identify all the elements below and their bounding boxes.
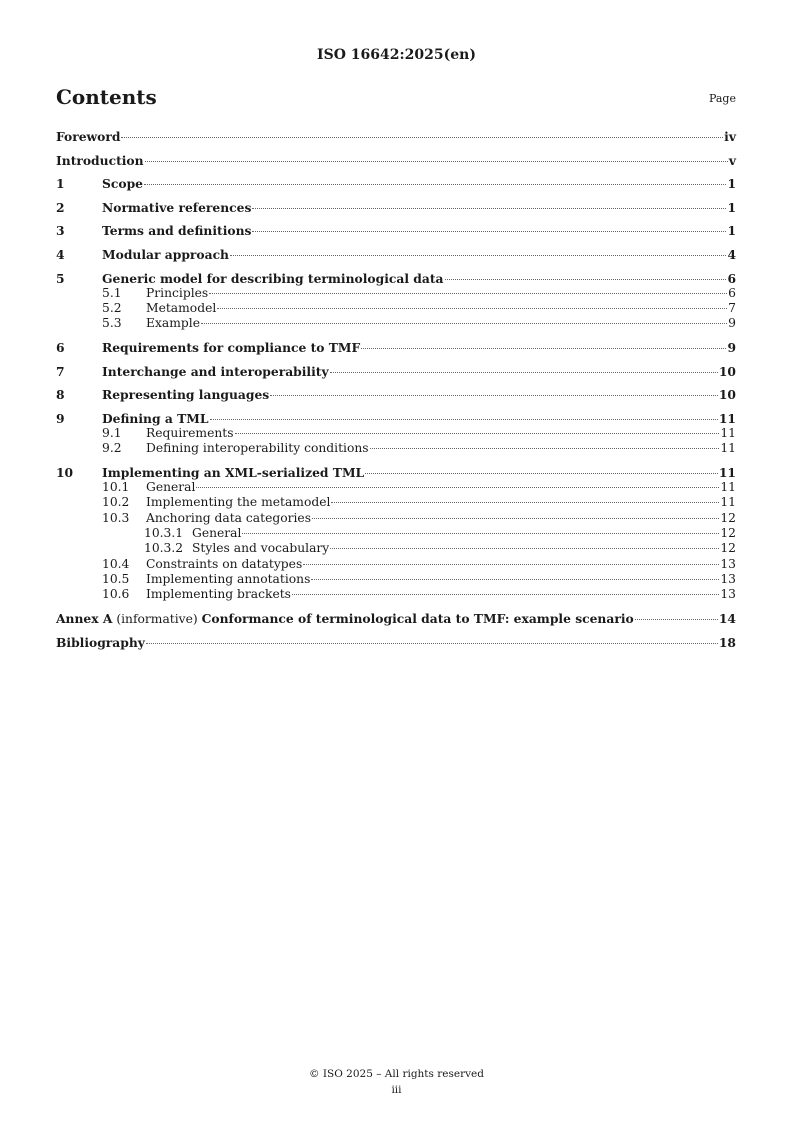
toc-entry-page: 6 — [727, 270, 736, 286]
toc-entry-page: 11 — [720, 441, 736, 456]
toc-entry-number: 7 — [56, 363, 65, 379]
toc-entry-title: Constraints on datatypes — [146, 556, 303, 571]
toc-entry-page: 12 — [720, 525, 736, 540]
dot-leader — [209, 293, 727, 294]
contents-title: Contents — [56, 85, 157, 109]
toc-entry-title: Introduction — [56, 152, 144, 168]
dot-leader — [196, 487, 719, 488]
toc-entry-page: 11 — [720, 425, 736, 440]
dot-leader — [270, 395, 718, 396]
dot-leader — [242, 533, 719, 534]
toc-entry-page: 12 — [720, 510, 736, 525]
toc-entry-number: 4 — [56, 246, 65, 262]
toc-entry[interactable] — [56, 635, 736, 650]
toc-entry[interactable] — [56, 480, 736, 495]
toc-entry[interactable] — [56, 340, 736, 355]
toc-entry-page: 9 — [728, 316, 736, 331]
dot-leader — [330, 372, 718, 373]
dot-leader — [445, 279, 727, 280]
dot-leader — [361, 348, 726, 349]
toc-entry-title: Defining a TML — [102, 410, 209, 426]
dot-leader — [370, 448, 720, 449]
toc-entry-title: Representing languages — [102, 387, 270, 403]
dot-leader — [252, 208, 726, 209]
toc-entry-number: 10.2 — [102, 495, 130, 510]
dot-leader — [201, 323, 727, 324]
toc-entry-title: Principles — [146, 285, 209, 300]
toc-entry[interactable] — [56, 541, 736, 556]
toc-entry-number: 10.3.2 — [144, 541, 184, 556]
annex-note: (informative) — [112, 611, 202, 626]
page-number: iii — [391, 1084, 402, 1096]
dot-leader — [312, 518, 719, 519]
toc-entry-number: 5.1 — [102, 285, 122, 300]
toc-entry-title: Example — [146, 316, 200, 331]
toc-entry-number: 5 — [56, 270, 65, 286]
toc-entry[interactable] — [56, 247, 736, 262]
toc-entry[interactable] — [56, 495, 736, 510]
dot-leader — [331, 502, 719, 503]
toc-entry-page: 14 — [718, 610, 736, 626]
toc-entry-title: Metamodel — [146, 300, 217, 315]
toc-entry-title: Interchange and interoperability — [102, 363, 329, 379]
toc-entry-page: 4 — [727, 246, 736, 262]
toc-entry-page: 6 — [728, 285, 736, 300]
toc-entry-page: 13 — [720, 556, 736, 571]
toc-entry-number: 2 — [56, 199, 65, 215]
toc-entry-page: 1 — [727, 199, 736, 215]
toc-entry-title: Scope — [102, 176, 143, 192]
toc-entry[interactable] — [56, 153, 736, 168]
toc-entry-title: Implementing brackets — [146, 587, 291, 602]
toc-entry-number: 10 — [56, 465, 74, 481]
toc-entry-number: 9 — [56, 410, 65, 426]
toc-entry[interactable] — [56, 316, 736, 331]
toc-entry-title: Styles and vocabulary — [192, 541, 330, 556]
toc-entry-page: iv — [724, 129, 736, 144]
toc-entry-title: General — [146, 480, 196, 495]
dot-leader — [230, 255, 726, 256]
toc-entry-page: 13 — [720, 571, 736, 586]
dot-leader — [146, 643, 718, 644]
toc-entry[interactable] — [56, 223, 736, 238]
toc-entry-title: Terms and definitions — [102, 223, 252, 239]
toc-entry-page: 13 — [720, 587, 736, 602]
toc-entry-page: 18 — [718, 634, 736, 650]
toc-entry-title: Requirements — [146, 425, 234, 440]
toc-entry-number: 3 — [56, 223, 65, 239]
toc-entry-title — [56, 611, 634, 627]
toc-entry-number: 9.2 — [102, 441, 122, 456]
dot-leader — [210, 419, 718, 420]
toc-entry-page: v — [728, 152, 736, 168]
toc-entry-page: 7 — [728, 300, 736, 315]
toc-entry[interactable] — [56, 572, 736, 587]
dot-leader — [235, 433, 720, 434]
toc-entry-number: 10.3 — [102, 510, 130, 525]
annex-label: Annex A — [56, 610, 113, 626]
toc-entry-page: 11 — [720, 480, 736, 495]
toc-entry-number: 1 — [56, 176, 65, 192]
toc-entry[interactable] — [56, 387, 736, 402]
toc-entry-title: Implementing annotations — [146, 571, 311, 586]
toc-entry-number: 9.1 — [102, 425, 122, 440]
toc-entry[interactable] — [56, 286, 736, 301]
toc-entry-title: Modular approach — [102, 246, 229, 262]
toc-entry-title: Generic model for describing terminological data — [102, 270, 444, 286]
toc-entry[interactable] — [56, 411, 736, 426]
toc-entry-page: 10 — [718, 387, 736, 403]
dot-leader — [292, 594, 719, 595]
toc-entry[interactable] — [56, 426, 736, 441]
dot-leader — [121, 137, 723, 138]
dot-leader — [217, 308, 727, 309]
page-column-label: Page — [708, 92, 736, 105]
toc-entry[interactable] — [56, 465, 736, 480]
toc-entry[interactable] — [56, 364, 736, 379]
dot-leader — [330, 548, 719, 549]
dot-leader — [303, 564, 719, 565]
page-footer — [0, 1066, 793, 1098]
toc-entry-page: 11 — [718, 465, 736, 481]
toc-entry-page: 1 — [727, 223, 736, 239]
table-of-contents — [56, 129, 736, 650]
toc-entry-title: Implementing an XML-serialized TML — [102, 465, 365, 481]
toc-entry-number: 5.3 — [102, 316, 122, 331]
toc-entry-title: Normative references — [102, 199, 252, 215]
toc-entry-title: Foreword — [56, 129, 121, 144]
toc-entry[interactable] — [56, 526, 736, 541]
toc-entry[interactable] — [56, 301, 736, 316]
toc-entry-number: 10.4 — [102, 556, 130, 571]
dot-leader — [144, 184, 726, 185]
toc-entry-number: 5.2 — [102, 300, 122, 315]
dot-leader — [635, 619, 718, 620]
toc-entry-number: 8 — [56, 387, 65, 403]
toc-entry-title: Implementing the metamodel — [146, 495, 331, 510]
toc-entry[interactable] — [56, 587, 736, 602]
dot-leader — [365, 473, 718, 474]
toc-entry-page: 11 — [718, 410, 736, 426]
toc-entry-page: 10 — [718, 363, 736, 379]
toc-entry[interactable] — [56, 200, 736, 215]
copyright-notice: © ISO 2025 – All rights reserved — [309, 1068, 484, 1080]
toc-entry-title: Anchoring data categories — [146, 510, 312, 525]
toc-entry[interactable] — [56, 441, 736, 456]
toc-entry[interactable] — [56, 557, 736, 572]
toc-entry-title: Defining interoperability conditions — [146, 441, 369, 456]
toc-entry-page: 11 — [720, 495, 736, 510]
toc-entry-page: 12 — [720, 541, 736, 556]
toc-entry-number: 6 — [56, 340, 65, 356]
dot-leader — [252, 231, 726, 232]
toc-entry[interactable] — [56, 129, 736, 144]
toc-entry-title: Bibliography — [56, 634, 145, 650]
document-id: ISO 16642:2025(en) — [317, 47, 476, 63]
dot-leader — [311, 579, 719, 580]
toc-entry-number: 10.1 — [102, 480, 130, 495]
toc-entry-page: 1 — [727, 176, 736, 192]
toc-entry-title: Requirements for compliance to TMF — [102, 340, 361, 356]
annex-title: Conformance of terminological data to TMF: example scenario — [201, 610, 634, 626]
toc-entry-number: 10.6 — [102, 587, 130, 602]
toc-entry[interactable] — [56, 611, 736, 626]
toc-entry-title: General — [192, 525, 242, 540]
toc-entry[interactable] — [56, 511, 736, 526]
toc-entry[interactable] — [56, 271, 736, 286]
toc-entry-number: 10.5 — [102, 571, 130, 586]
toc-entry-number: 10.3.1 — [144, 525, 184, 540]
toc-entry-page: 9 — [727, 340, 736, 356]
toc-entry[interactable] — [56, 176, 736, 191]
dot-leader — [145, 161, 728, 162]
